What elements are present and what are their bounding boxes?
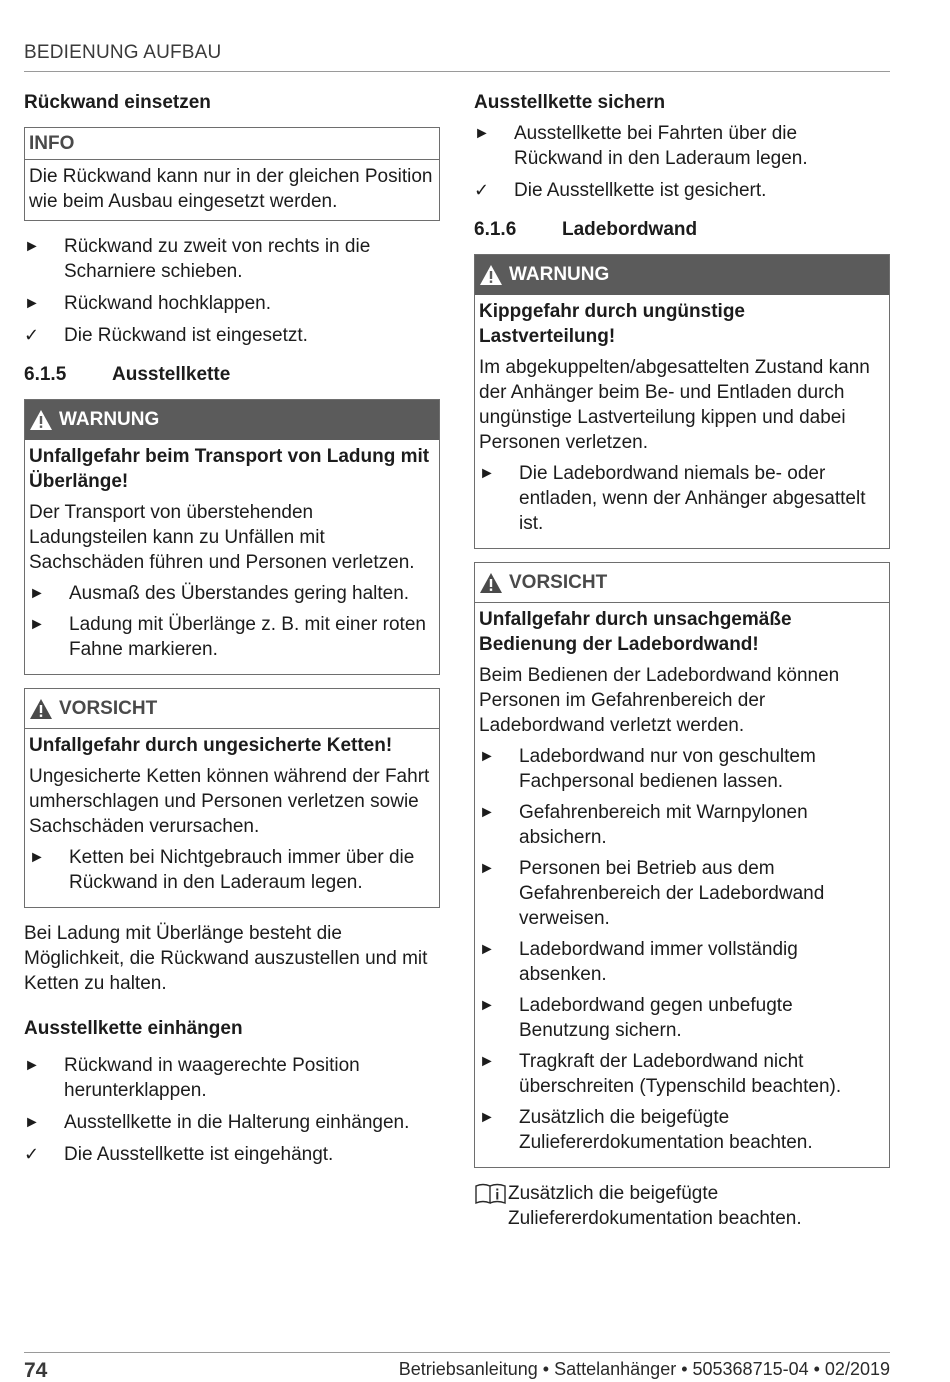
right-column bbox=[474, 90, 890, 1231]
list-item bbox=[479, 744, 885, 794]
step-text: Personen bei Betrieb aus dem Gefahrenbereich der Ladebordwand verweisen. bbox=[519, 858, 825, 929]
section-heading-616 bbox=[474, 217, 890, 242]
step-marker-icon: ► bbox=[479, 1109, 495, 1126]
step-marker-icon: ► bbox=[29, 585, 45, 602]
check-icon: ✓ bbox=[24, 1144, 40, 1164]
step-marker-icon: ► bbox=[479, 748, 495, 765]
list-item bbox=[479, 461, 885, 536]
step-text: Ausstellkette in die Halterung einhängen. bbox=[64, 1112, 410, 1133]
section-number: 6.1.6 bbox=[474, 219, 517, 240]
step-text: Rückwand zu zweit von rechts in die Scharniere schieben. bbox=[64, 236, 371, 282]
step-marker-icon: ► bbox=[479, 465, 495, 482]
list-item bbox=[479, 1049, 885, 1099]
result-text: Die Ausstellkette ist gesichert. bbox=[514, 180, 767, 201]
list-item bbox=[24, 234, 440, 284]
step-marker-icon: ► bbox=[24, 1057, 40, 1074]
warning-triangle-icon bbox=[479, 572, 503, 594]
step-text: Ausmaß des Überstandes gering halten. bbox=[69, 583, 410, 604]
list-item bbox=[24, 291, 440, 316]
section-title: Ausstellkette bbox=[112, 364, 231, 385]
step-text: Ladebordwand nur von geschultem Fachpersonal bedienen lassen. bbox=[519, 746, 816, 792]
list-item bbox=[474, 121, 890, 171]
warning-label: WARNUNG bbox=[59, 409, 160, 430]
step-marker-icon: ► bbox=[479, 1053, 495, 1070]
section-heading-615 bbox=[24, 362, 440, 387]
warning-triangle-icon bbox=[29, 698, 53, 720]
list-item bbox=[479, 993, 885, 1043]
list-item bbox=[479, 1105, 885, 1155]
list-item bbox=[479, 937, 885, 987]
step-marker-icon: ► bbox=[479, 941, 495, 958]
warning-box bbox=[474, 254, 890, 549]
step-marker-icon: ► bbox=[479, 997, 495, 1014]
warning-title: Unfallgefahr beim Transport von Ladung mit Überlänge! bbox=[29, 446, 430, 492]
list-item bbox=[474, 178, 890, 203]
info-label: INFO bbox=[25, 128, 439, 160]
step-marker-icon: ► bbox=[24, 295, 40, 312]
paragraph: Bei Ladung mit Überlänge besteht die Möglichkeit, die Rückwand auszustellen und mit Ketten zu halten. bbox=[24, 923, 428, 994]
section-title-ausstellkette-einhaengen: Ausstellkette einhängen bbox=[24, 1018, 243, 1039]
warning-label: WARNUNG bbox=[509, 264, 610, 285]
step-marker-icon: ► bbox=[29, 616, 45, 633]
page-header bbox=[24, 42, 890, 72]
page-number: 74 bbox=[24, 1359, 48, 1382]
step-text: Rückwand in waagerechte Position herunterklappen. bbox=[64, 1055, 360, 1101]
caution-box bbox=[474, 562, 890, 1168]
step-text: Ladebordwand gegen unbefugte Benutzung sichern. bbox=[519, 995, 793, 1041]
warning-triangle-icon bbox=[479, 264, 503, 286]
step-text: Ladung mit Überlänge z. B. mit einer roten Fahne markieren. bbox=[69, 614, 426, 660]
list-item bbox=[479, 856, 885, 931]
document-reference: Betriebsanleitung • Sattelanhänger • 505368715-04 • 02/2019 bbox=[398, 1359, 890, 1379]
list-item bbox=[24, 1142, 440, 1167]
doc-note bbox=[474, 1181, 890, 1231]
caution-label: VORSICHT bbox=[59, 697, 158, 719]
step-marker-icon: ► bbox=[474, 125, 490, 142]
info-text: Die Rückwand kann nur in der gleichen Position wie beim Ausbau eingesetzt werden. bbox=[29, 166, 433, 212]
step-text: Die Ladebordwand niemals be- oder entladen, wenn der Anhänger abgesattelt ist. bbox=[519, 463, 866, 534]
step-text: Ketten bei Nichtgebrauch immer über die Rückwand in den Laderaum legen. bbox=[69, 847, 415, 893]
check-icon: ✓ bbox=[24, 325, 40, 345]
info-box bbox=[24, 127, 440, 221]
caution-title: Unfallgefahr durch unsachgemäße Bedienung der Ladebordwand! bbox=[479, 609, 792, 655]
chapter-title: BEDIENUNG AUFBAU bbox=[24, 42, 222, 63]
caution-text: Beim Bedienen der Ladebordwand können Personen im Gefahrenbereich der Ladebordwand verletzt werden. bbox=[479, 665, 840, 736]
step-marker-icon: ► bbox=[29, 849, 45, 866]
section-title-rueckwand-einsetzen: Rückwand einsetzen bbox=[24, 92, 211, 113]
left-column bbox=[24, 90, 440, 1174]
step-text: Rückwand hochklappen. bbox=[64, 293, 272, 314]
step-text: Tragkraft der Ladebordwand nicht überschreiten (Typenschild beachten). bbox=[519, 1051, 842, 1097]
caution-text: Ungesicherte Ketten können während der Fahrt umherschlagen und Personen verletzen sowie Sachschäden verursachen. bbox=[29, 766, 430, 837]
result-text: Die Rückwand ist eingesetzt. bbox=[64, 325, 308, 346]
page-footer bbox=[24, 1352, 890, 1382]
list-item bbox=[24, 1110, 440, 1135]
book-info-icon bbox=[474, 1183, 508, 1205]
caution-header bbox=[475, 563, 889, 603]
warning-text: Der Transport von überstehenden Ladungsteilen kann zu Unfällen mit Sachschäden führen und Personen verletzen. bbox=[29, 502, 415, 573]
list-item bbox=[479, 800, 885, 850]
warning-header bbox=[475, 255, 889, 295]
caution-box bbox=[24, 688, 440, 908]
section-number: 6.1.5 bbox=[24, 364, 67, 385]
warning-header bbox=[25, 400, 439, 440]
caution-title: Unfallgefahr durch ungesicherte Ketten! bbox=[29, 735, 393, 756]
step-text: Ladebordwand immer vollständig absenken. bbox=[519, 939, 798, 985]
result-text: Die Ausstellkette ist eingehängt. bbox=[64, 1144, 334, 1165]
list-item bbox=[29, 845, 435, 895]
warning-triangle-icon bbox=[29, 409, 53, 431]
check-icon: ✓ bbox=[474, 180, 490, 200]
caution-header bbox=[25, 689, 439, 729]
warning-text: Im abgekuppelten/abgesattelten Zustand kann der Anhänger beim Be- und Entladen durch ungünstige Lastverteilung kippen und dabei Personen verletzen. bbox=[479, 357, 870, 453]
list-item bbox=[24, 323, 440, 348]
step-text: Zusätzlich die beigefügte Zuliefererdokumentation beachten. bbox=[519, 1107, 813, 1153]
list-item bbox=[24, 1053, 440, 1103]
note-text: Zusätzlich die beigefügte Zuliefererdokumentation beachten. bbox=[508, 1183, 802, 1229]
step-text: Gefahrenbereich mit Warnpylonen absichern. bbox=[519, 802, 808, 848]
list-item bbox=[29, 612, 435, 662]
step-marker-icon: ► bbox=[24, 238, 40, 255]
section-title: Ladebordwand bbox=[562, 219, 698, 240]
step-marker-icon: ► bbox=[24, 1114, 40, 1131]
step-marker-icon: ► bbox=[479, 860, 495, 877]
warning-box bbox=[24, 399, 440, 675]
warning-title: Kippgefahr durch ungünstige Lastverteilung! bbox=[479, 301, 745, 347]
section-title-ausstellkette-sichern: Ausstellkette sichern bbox=[474, 92, 666, 113]
caution-label: VORSICHT bbox=[509, 571, 608, 593]
step-marker-icon: ► bbox=[479, 804, 495, 821]
list-item bbox=[29, 581, 435, 606]
step-text: Ausstellkette bei Fahrten über die Rückwand in den Laderaum legen. bbox=[514, 123, 808, 169]
